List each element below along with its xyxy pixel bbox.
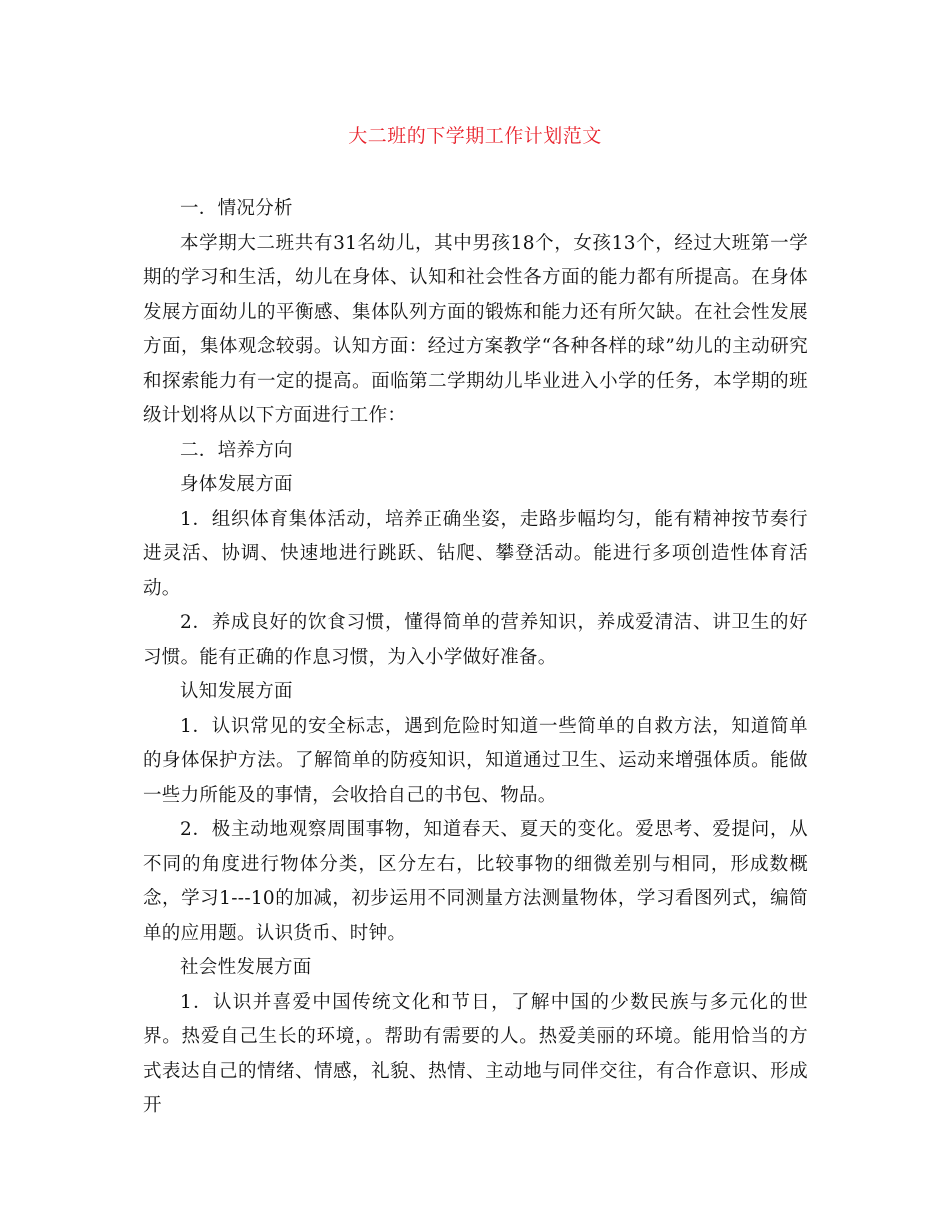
heading-situation-analysis: 一．情况分析 [180,198,293,219]
paragraph-cognitive-1: 1．认识常见的安全标志，遇到危险时知道一些简单的自救方法，知道简单的身体保护方法。了解简单的防疫知识，知道通过卫生、运动来增强体质。能做一些力所能及的事情，会收拾自己的书包、物品。 [143,715,808,806]
paragraph-social-1: 1．认识并喜爱中国传统文化和节日，了解中国的少数民族与多元化的世界。热爱自己生长的环境，。帮助有需要的人。热爱美丽的环境。能用恰当的方式表达自己的情绪、情感，礼貌、热情、主动地与同伴交往，有合作意识、形成开 [143,991,808,1116]
paragraph-cognitive-2: 2．极主动地观察周围事物，知道春天、夏天的变化。爱思考、爱提问，从不同的角度进行物体分类，区分左右，比较事物的细微差别与相同，形成数概念，学习1---10的加减，初步运用不同测量方法测量物体，学习看图列式，编简单的应用题。认识货币、时钟。 [143,819,808,944]
heading-training-direction: 二．培养方向 [180,439,293,461]
paragraph-situation: 本学期大二班共有31名幼儿，其中男孩18个，女孩13个，经过大班第一学期的学习和生活，幼儿在身体、认知和社会性各方面的能力都有所提高。在身体发展方面幼儿的平衡感、集体队列方面的锻炼和能力还有所欠缺。在社会性发展方面，集体观念较弱。认知方面：经过方案教学“各种各样的球”幼儿的主动研究和探索能力有一定的提高。面临第二学期幼儿毕业进入小学的任务，本学期的班级计划将从以下方面进行工作： [143,232,808,426]
document-body [143,192,808,1124]
paragraph-physical-1: 1．组织体育集体活动，培养正确坐姿，走路步幅均匀，能有精神按节奏行进灵活、协调、快速地进行跳跃、钻爬、攀登活动。能进行多项创造性体育活动。 [143,508,808,599]
subheading-physical: 身体发展方面 [180,474,293,495]
paragraph-physical-2: 2．养成良好的饮食习惯，懂得简单的营养知识，养成爱清洁、讲卫生的好习惯。能有正确的作息习惯，为入小学做好准备。 [143,612,808,668]
subheading-cognitive: 认知发展方面 [180,681,293,702]
subheading-social: 社会性发展方面 [180,957,312,978]
document-title: 大二班的下学期工作计划范文 [348,125,602,147]
